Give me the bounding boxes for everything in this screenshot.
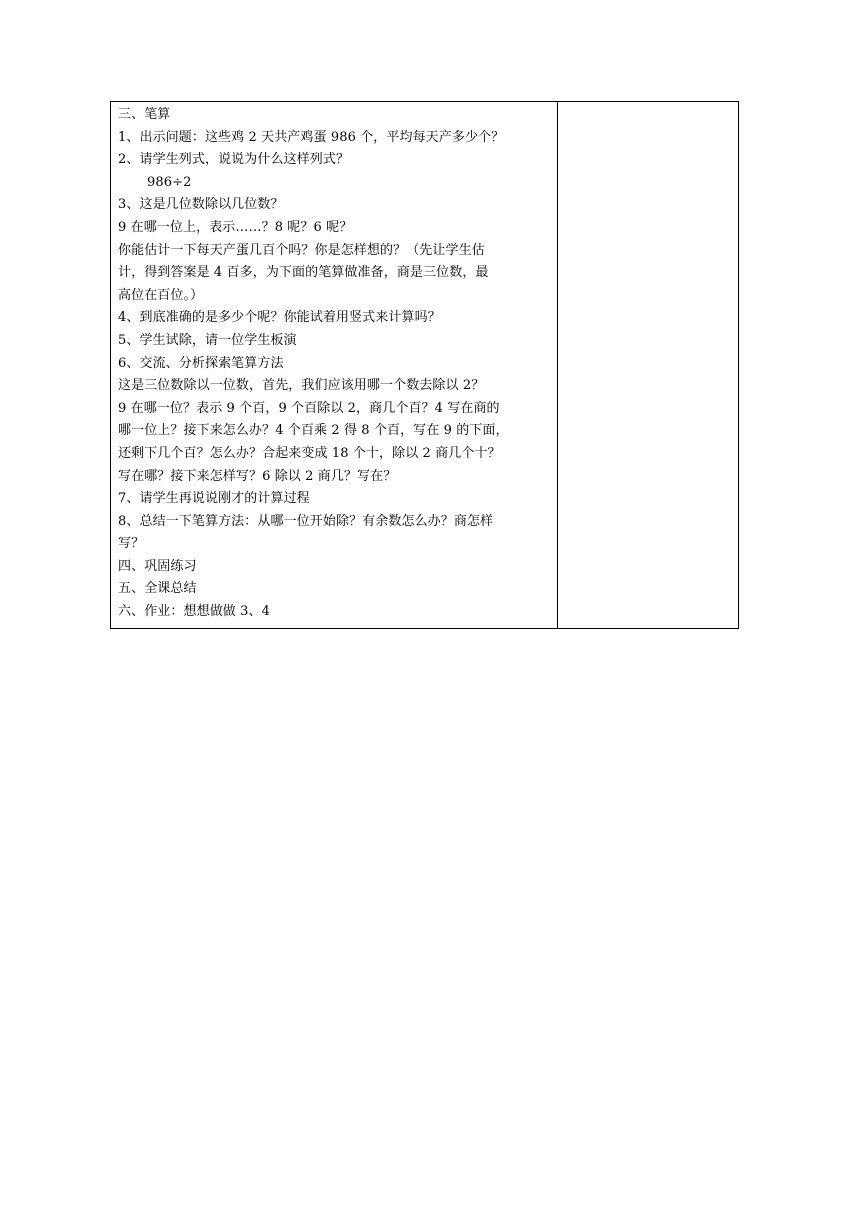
- estimate-line-1: 你能估计一下每天产蛋几百个吗？你是怎样想的？（先让学生估: [118, 242, 485, 258]
- step-8-summary-line-1: 8、总结一下笔算方法：从哪一位开始除？有余数怎么办？商怎样: [118, 513, 494, 529]
- place-value-question: 9 在哪一位上，表示……？8 呢？6 呢？: [118, 219, 353, 235]
- section-heading-written-calculation: 三、笔算: [118, 107, 171, 122]
- method-line-5: 写在哪？接下来怎样写？6 除以 2 商几？写在？: [118, 468, 397, 484]
- method-line-2: 9 在哪一位？表示 9 个百，9 个百除以 2，商几个百？4 写在商的: [118, 400, 500, 416]
- section-heading-summary: 五、全课总结: [118, 581, 197, 597]
- estimate-line-3: 高位在百位。）: [118, 287, 204, 303]
- section-heading-practice: 四、巩固练习: [118, 558, 197, 574]
- step-1-problem: 1、出示问题：这些鸡 2 天共产鸡蛋 986 个，平均每天产多少个？: [118, 129, 505, 145]
- lesson-content-cell: [111, 102, 558, 628]
- method-line-4: 还剩下几个百？怎么办？合起来变成 18 个十，除以 2 商几个十？: [118, 445, 501, 461]
- lesson-table: [110, 101, 739, 629]
- step-7-retell: 7、请学生再说说刚才的计算过程: [118, 491, 310, 507]
- step-2-equation: 2、请学生列式，说说为什么这样列式？: [118, 152, 350, 168]
- method-line-3: 哪一位上？接下来怎么办？4 个百乘 2 得 8 个百，写在 9 的下面，: [118, 423, 509, 439]
- equation-text: 986÷2: [147, 174, 192, 190]
- estimate-line-2: 计，得到答案是 4 百多，为下面的笔算做准备，商是三位数，最: [118, 265, 489, 281]
- step-4-question: 4、到底准确的是多少个呢？你能试着用竖式来计算吗？: [118, 310, 441, 326]
- method-line-1: 这是三位数除以一位数，首先，我们应该用哪一个数去除以 2？: [118, 378, 485, 394]
- section-heading-homework: 六、作业：想想做做 3、4: [118, 604, 270, 620]
- step-8-summary-line-2: 写？: [118, 536, 145, 552]
- notes-cell: [558, 102, 738, 628]
- step-5-practice: 5、学生试除，请一位学生板演: [118, 332, 297, 348]
- step-6-discussion: 6、交流、分析探索笔算方法: [118, 355, 284, 371]
- step-3-question: 3、这是几位数除以几位数？: [118, 197, 284, 213]
